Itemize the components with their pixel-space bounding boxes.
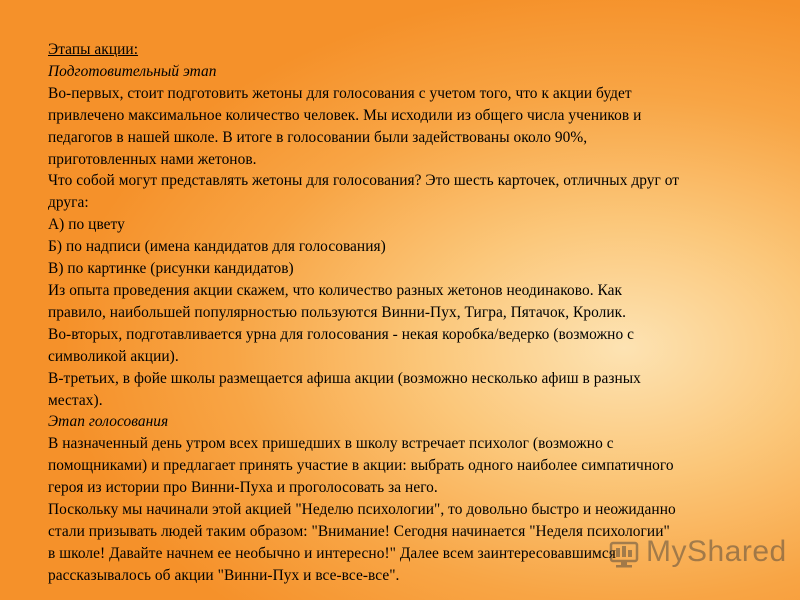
text-line: рассказывалось об акции "Винни-Пух и все-все-все". (48, 566, 400, 584)
text-line: привлечено максимальное количество человек. Мы исходили из общего числа учеников и (48, 106, 642, 124)
text-line: героя из истории про Винни-Пуха и проголосовать за него. (48, 479, 438, 497)
text-line: местах). (48, 391, 103, 409)
list-item: Б) по надписи (имена кандидатов для голосования) (48, 238, 386, 256)
text-line: В-третьих, в фойе школы размещается афиша акции (возможно несколько афиш в разных (48, 369, 641, 387)
text-line: Из опыта проведения акции скажем, что количество разных жетонов неодинаково. Как (48, 281, 623, 299)
text-line: Что собой могут представлять жетоны для голосования? Это шесть карточек, отличных друг от (48, 172, 680, 190)
myshared-logo-icon (608, 535, 642, 569)
list-item: А) по цвету (48, 216, 125, 234)
text-line: педагогов в нашей школе. В итоге в голосовании были задействованы около 90%, (48, 128, 588, 146)
subheading-preparation: Подготовительный этап (48, 62, 217, 80)
text-line: приготовленных нами жетонов. (48, 150, 257, 168)
slide-text (48, 39, 788, 587)
section-heading: Этапы акции: (48, 41, 139, 58)
text-line: помощниками) и предлагает принять участие в акции: выбрать одного наиболее симпатичного (48, 457, 674, 475)
text-line: В назначенный день утром всех пришедших в школу встречает психолог (возможно с (48, 435, 614, 453)
text-line: стали призывать людей таким образом: "Внимание! Сегодня начинается "Неделя психологии" (48, 522, 670, 540)
text-line: в школе! Давайте начнем ее необычно и интересно!" Далее всем заинтересовавшимся (48, 544, 616, 562)
list-item: В) по картинке (рисунки кандидатов) (48, 260, 294, 278)
text-line: друга: (48, 194, 89, 212)
text-line: символикой акции). (48, 347, 179, 365)
text-line: Поскольку мы начинали этой акцией "Неделю психологии", то довольно быстро и неожиданно (48, 501, 676, 519)
subheading-voting: Этап голосования (48, 413, 169, 431)
text-line: Во-вторых, подготавливается урна для голосования - некая коробка/ведерко (возможно с (48, 325, 634, 343)
watermark (608, 533, 787, 573)
text-line: Во-первых, стоит подготовить жетоны для голосования с учетом того, что к акции будет (48, 84, 632, 102)
watermark-text: MyShared (646, 535, 787, 568)
text-line: правило, наибольшей популярностью пользуются Винни-Пух, Тигра, Пятачок, Кролик. (48, 303, 627, 321)
